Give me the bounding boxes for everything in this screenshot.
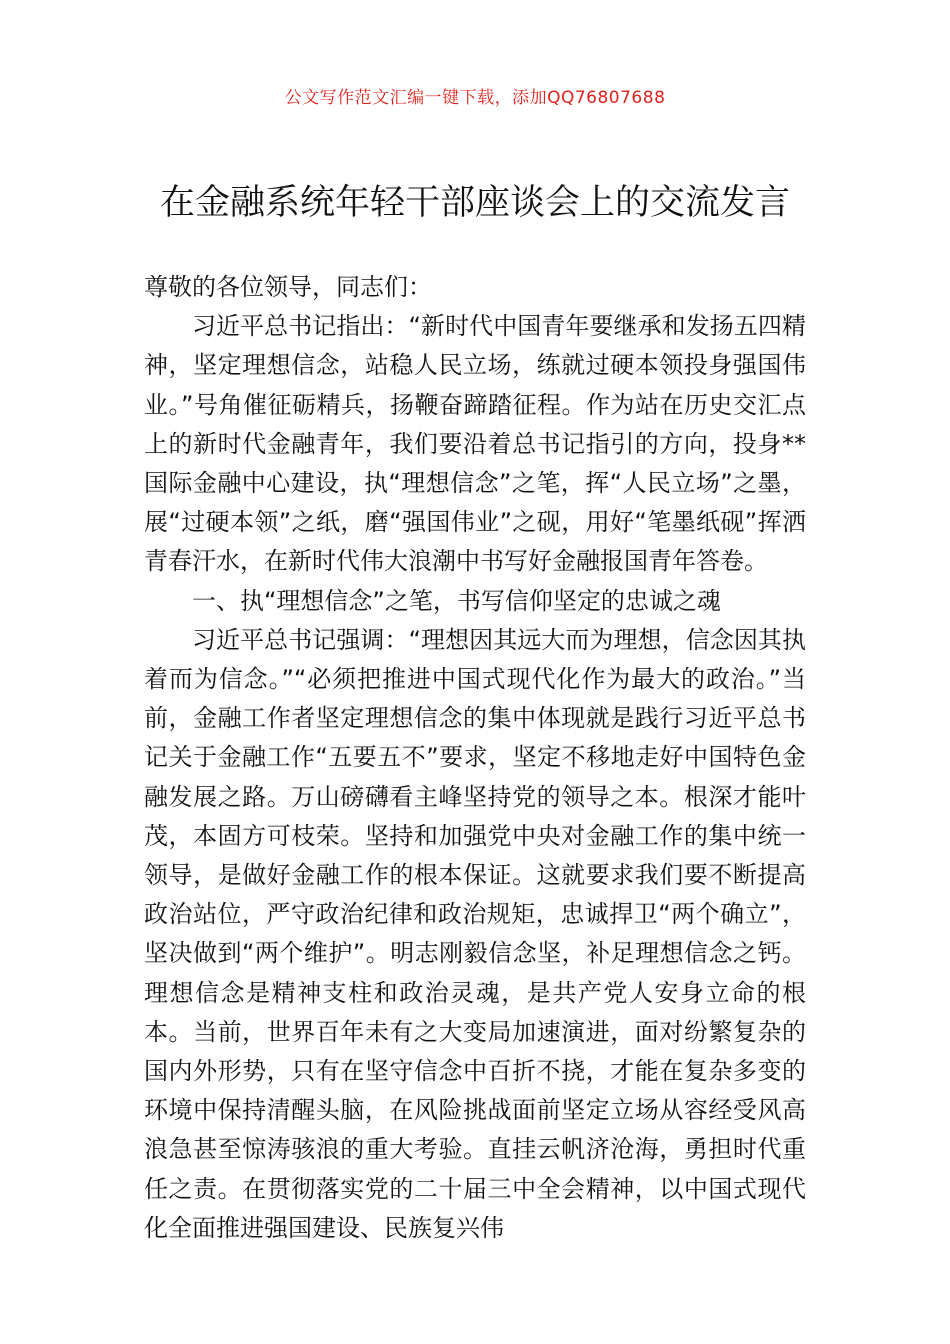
- document-title: 在金融系统年轻干部座谈会上的交流发言: [159, 183, 790, 223]
- document-body: [144, 268, 806, 1248]
- paragraph-section-1: 习近平总书记强调：“理想因其远大而为理想，信念因其执着而为信念。”“必须把推进中国式现代化作为最大的政治。”当前，金融工作者坚定理想信念的集中体现就是践行习近平总书记关于金融工作“五要五不”要求，坚定不移地走好中国特色金融发展之路。万山磅礴看主峰坚持党的领导之本。根深才能叶茂，本固方可枝荣。坚持和加强党中央对金融工作的集中统一领导，是做好金融工作的根本保证。这就要求我们要不断提高政治站位，严守政治纪律和政治规矩，忠诚捍卫“两个确立”，坚决做到“两个维护”。明志刚毅信念坚，补足理想信念之钙。理想信念是精神支柱和政治灵魂，是共产党人安身立命的根本。当前，世界百年未有之大变局加速演进，面对纷繁复杂的国内外形势，只有在坚守信念中百折不挠，才能在复杂多变的环境中保持清醒头脑，在风险挑战面前坚定立场从容经受风高浪急甚至惊涛骇浪的重大考验。直挂云帆济沧海，勇担时代重任之责。在贯彻落实党的二十届三中全会精神，以中国式现代化全面推进强国建设、民族复兴伟: [144, 625, 806, 1242]
- salutation: 尊敬的各位领导，同志们：: [144, 273, 432, 301]
- download-banner: 公文写作范文汇编一键下载，添加QQ76807688: [284, 88, 666, 108]
- section-heading-1: 一、执“理想信念”之笔，书写信仰坚定的忠诚之魂: [192, 586, 721, 615]
- paragraph-intro: 习近平总书记指出：“新时代中国青年要继承和发扬五四精神，坚定理想信念，站稳人民立场，练就过硬本领投身强国伟业。”号角催征砺精兵，扬鞭奋蹄踏征程。作为站在历史交汇点上的新时代金融青年，我们要沿着总书记指引的方向，投身**国际金融中心建设，执“理想信念”之笔，挥“人民立场”之墨，展“过硬本领”之纸，磨“强国伟业”之砚，用好“笔墨纸砚”挥洒青春汗水，在新时代伟大浪潮中书写好金融报国青年答卷。: [144, 312, 806, 576]
